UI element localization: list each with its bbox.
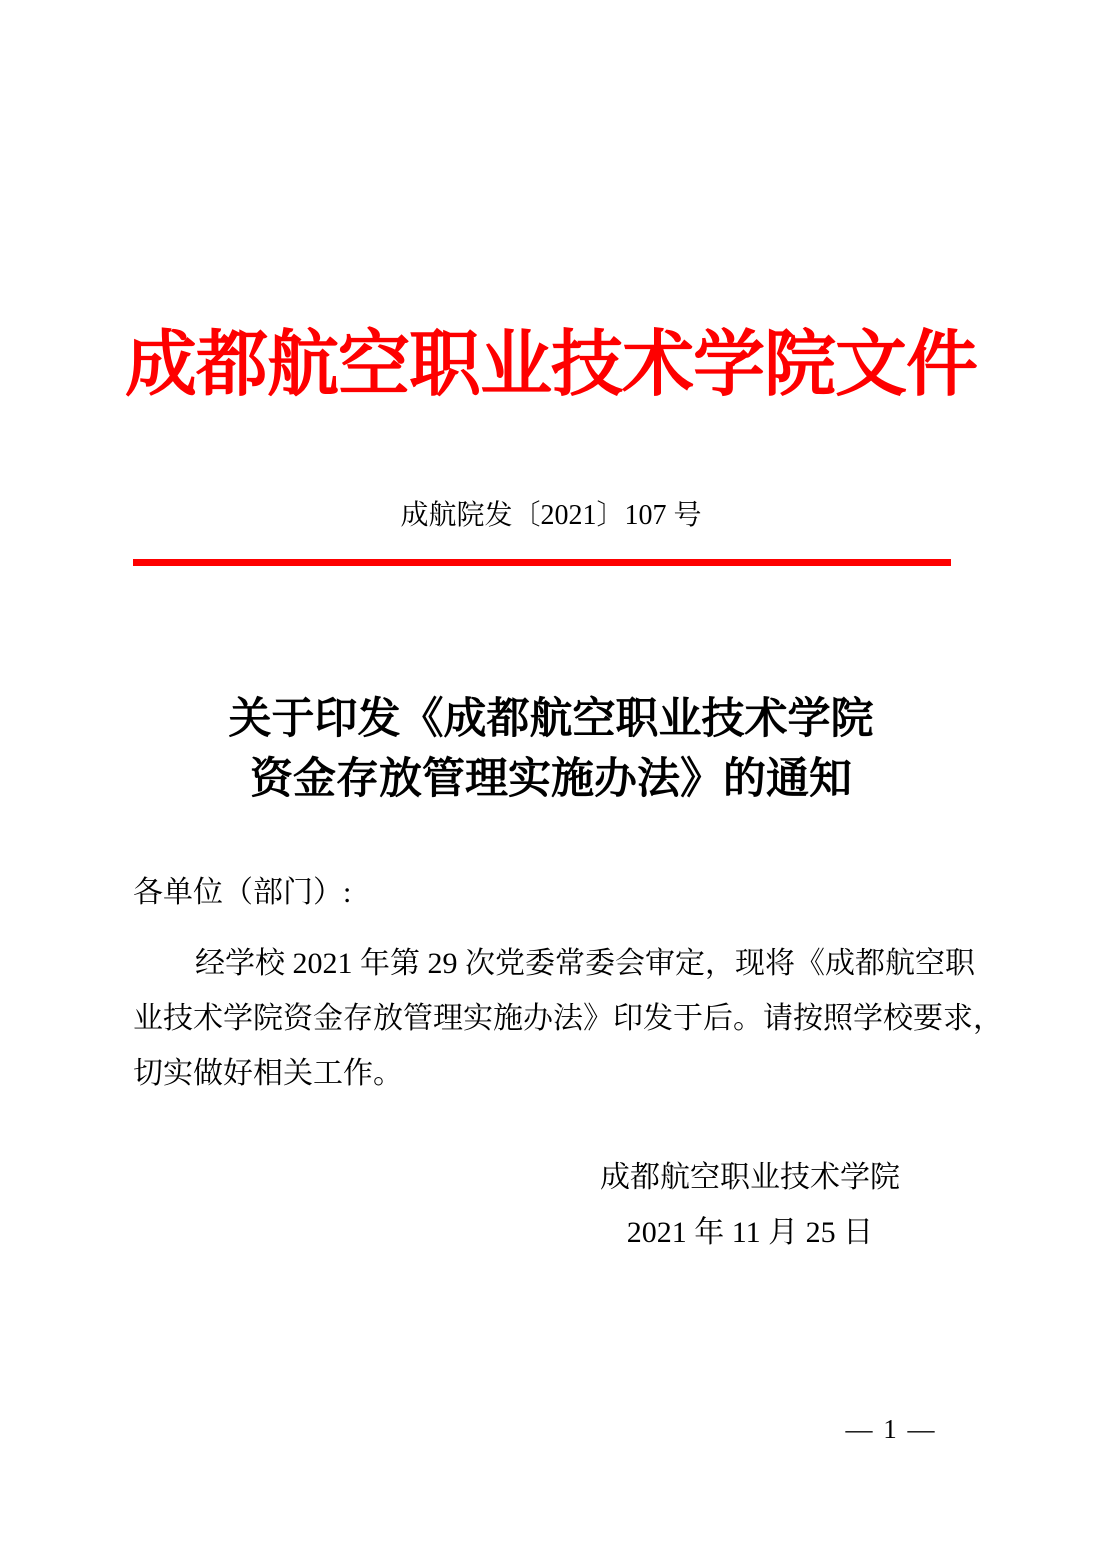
signature-org-name: 成都航空职业技术学院 xyxy=(600,1161,900,1194)
notice-body-paragraph xyxy=(133,936,1003,1101)
document-number: 成航院发〔2021〕107 号 xyxy=(400,500,702,531)
signature-block xyxy=(420,1150,1080,1260)
notice-title-line-1: 关于印发《成都航空职业技术学院 xyxy=(228,696,874,743)
notice-title-line-2: 资金存放管理实施办法》的通知 xyxy=(250,756,852,803)
body-line-1: 经学校 2021 年第 29 次党委常委会审定，现将《成都航空职 xyxy=(195,947,975,980)
body-line-2: 业技术学院资金存放管理实施办法》印发于后。请按照学校要求， xyxy=(133,1002,1003,1035)
page-number: — 1 — xyxy=(845,1414,937,1444)
red-header-org-title: 成都航空职业技术学院文件 xyxy=(124,325,977,405)
signature-date: 2021 年 11 月 25 日 xyxy=(626,1216,874,1249)
notice-title xyxy=(0,690,1102,810)
salutation-line: 各单位（部门）: xyxy=(133,876,352,909)
red-divider-rule xyxy=(133,559,951,566)
body-line-3: 切实做好相关工作。 xyxy=(133,1057,403,1090)
